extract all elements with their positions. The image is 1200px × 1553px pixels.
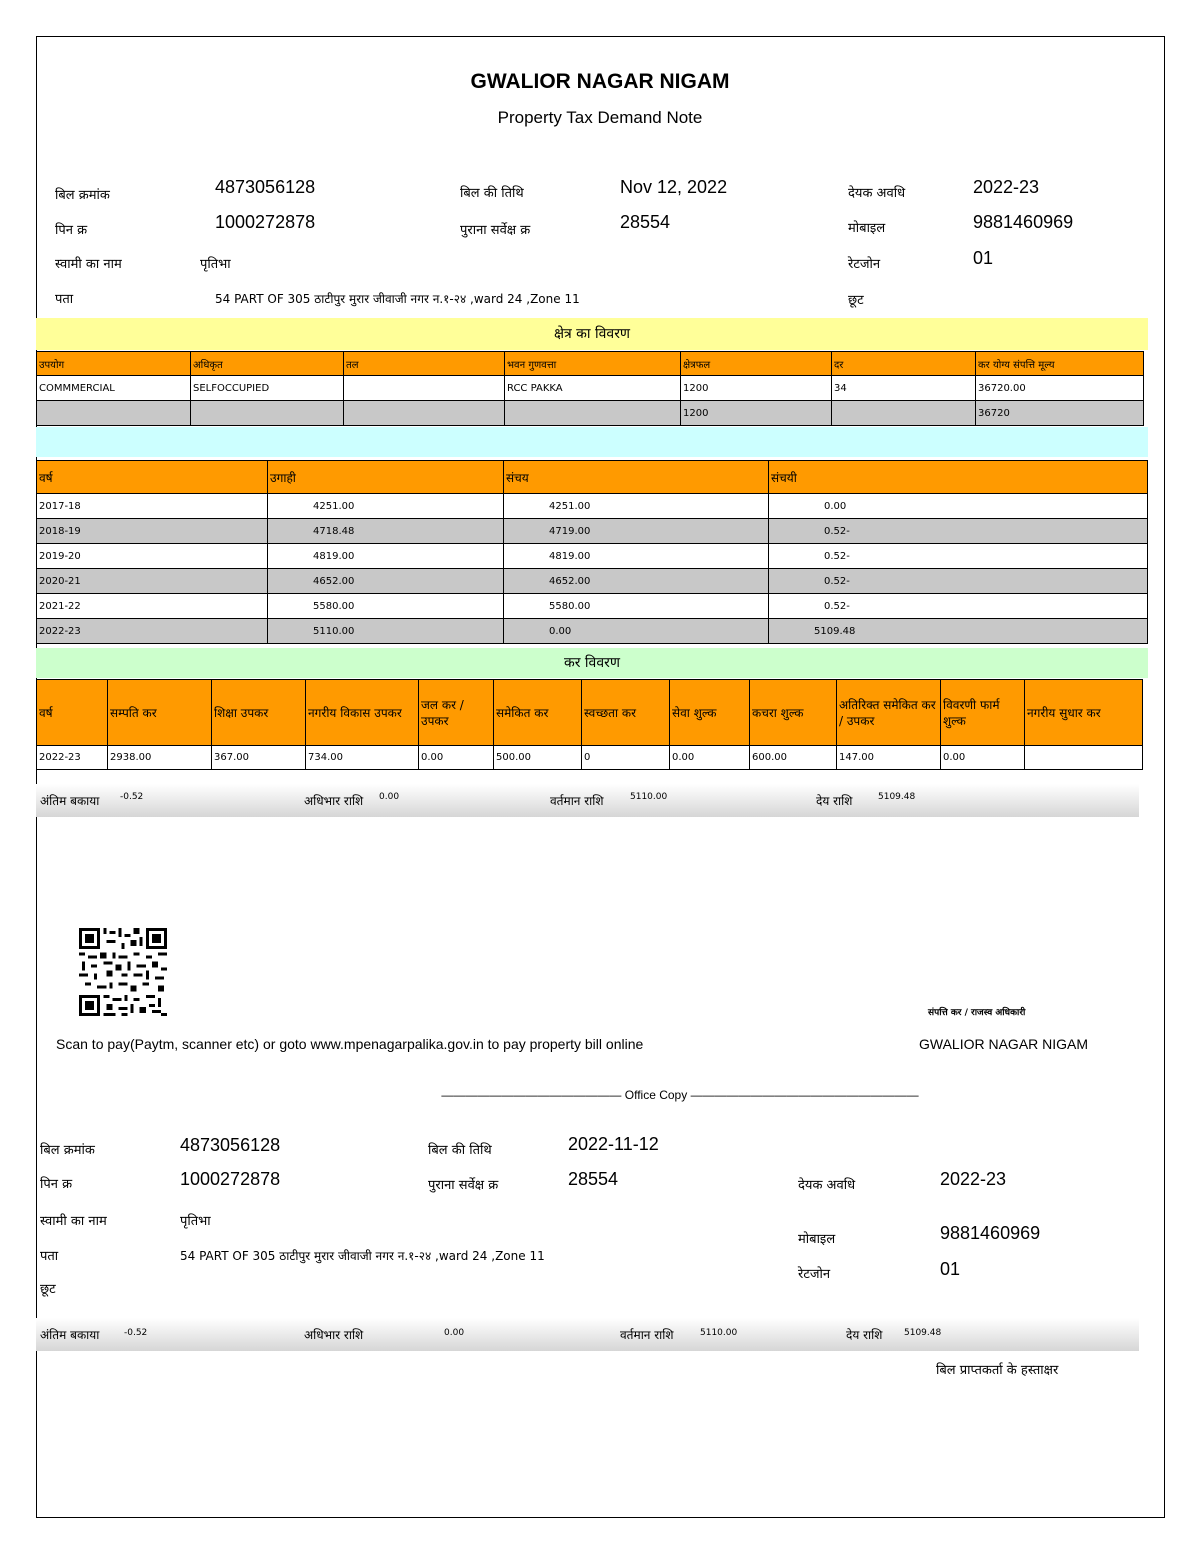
bill-date-value: Nov 12, 2022 xyxy=(620,177,728,197)
period-label: देयक अवधि xyxy=(848,186,906,201)
owner-label: स्वामी का नाम xyxy=(55,257,122,272)
tax-section-title: कर विवरण xyxy=(36,648,1148,678)
mobile-value: 9881460969 xyxy=(973,212,1074,232)
table-row: COMMMERCIAL SELFOCCUPIED RCC PAKKA 1200 34 36720.00 xyxy=(37,376,1144,401)
table-row: 2017-18 4251.00 4251.00 0.00 xyxy=(37,494,1148,519)
ratezone-value: 01 xyxy=(973,248,994,268)
table-row: 2021-22 5580.00 5580.00 0.52- xyxy=(37,594,1148,619)
address-value: 54 PART OF 305 ठाटीपुर मुरार जीवाजी नगर न.१-२४ ,ward 24 ,Zone 11 xyxy=(215,292,580,306)
area-header: उपयोग xyxy=(37,352,191,376)
tax-header: कचरा शुल्क xyxy=(750,680,837,746)
payment-qr-code[interactable] xyxy=(78,928,168,1016)
payable-label: देय राशि xyxy=(816,794,853,808)
tax-header: सेवा शुल्क xyxy=(670,680,750,746)
surcharge-label: अधिभार राशि xyxy=(304,794,364,808)
year-header: वर्ष xyxy=(37,461,268,494)
year-header: संचयी xyxy=(769,461,1148,494)
oc-period-value: 2022-23 xyxy=(940,1169,1007,1189)
signatory-title: संपत्ति कर / राजस्व अधिकारी xyxy=(928,1008,1026,1018)
period-value: 2022-23 xyxy=(973,177,1040,197)
oc-current-label: वर्तमान राशि xyxy=(620,1328,674,1342)
table-row: 2018-19 4718.48 4719.00 0.52- xyxy=(37,519,1148,544)
area-header: अधिकृत xyxy=(191,352,344,376)
table-row: 2022-23 5110.00 0.00 5109.48 xyxy=(37,619,1148,644)
surcharge-value: 0.00 xyxy=(379,792,400,802)
oc-address-value: 54 PART OF 305 ठाटीपुर मुरार जीवाजी नगर न.१-२४ ,ward 24 ,Zone 11 xyxy=(180,1249,545,1263)
cyan-separator-band xyxy=(36,427,1148,457)
oc-pin-value: 1000272878 xyxy=(180,1169,281,1189)
summary-bar xyxy=(36,784,1139,817)
oc-bill-no-label: बिल क्रमांक xyxy=(40,1143,95,1158)
tax-table xyxy=(36,679,1143,770)
tax-header: स्वच्छता कर xyxy=(582,680,670,746)
oc-old-survey-label: पुराना सर्वेक्ष क्र xyxy=(428,1178,499,1193)
oc-old-survey-value: 28554 xyxy=(568,1169,619,1189)
oc-owner-label: स्वामी का नाम xyxy=(40,1214,107,1229)
table-row: 2020-21 4652.00 4652.00 0.52- xyxy=(37,569,1148,594)
current-value: 5110.00 xyxy=(630,792,668,802)
bill-date-label: बिल की तिथि xyxy=(460,186,524,201)
old-survey-label: पुराना सर्वेक्ष क्र xyxy=(460,223,531,238)
office-copy-divider: ——————————————— Office Copy ——————————————————— xyxy=(441,1088,919,1102)
bill-no-value: 4873056128 xyxy=(215,177,316,197)
oc-surcharge-value: 0.00 xyxy=(444,1328,465,1338)
scan-to-pay-text: Scan to pay(Paytm, scanner etc) or goto www.mpenagarpalika.gov.in to pay property bill online xyxy=(56,1036,644,1052)
oc-period-label: देयक अवधि xyxy=(798,1178,856,1193)
old-survey-value: 28554 xyxy=(620,212,671,232)
oc-exemption-label: छूट xyxy=(40,1282,56,1297)
ratezone-label: रेटजोन xyxy=(848,257,881,272)
oc-pin-label: पिन क्र xyxy=(40,1177,73,1192)
area-header: क्षेत्रफल xyxy=(681,352,832,376)
tax-header: विवरणी फार्म शुल्क xyxy=(941,680,1025,746)
owner-value: पृतिभा xyxy=(200,257,231,272)
oc-surcharge-label: अधिभार राशि xyxy=(304,1328,364,1342)
tax-header: अतिरिक्त समेकित कर / उपकर xyxy=(837,680,941,746)
tax-header: समेकित कर xyxy=(494,680,582,746)
address-label: पता xyxy=(55,292,74,307)
table-row: 2019-20 4819.00 4819.00 0.52- xyxy=(37,544,1148,569)
area-header: भवन गुणवत्ता xyxy=(505,352,681,376)
year-table xyxy=(36,460,1148,644)
current-label: वर्तमान राशि xyxy=(550,794,604,808)
exemption-label: छूट xyxy=(848,293,864,308)
area-header: कर योग्य संपत्ति मूल्य xyxy=(976,352,1144,376)
tax-header: शिक्षा उपकर xyxy=(212,680,306,746)
tax-header: जल कर / उपकर xyxy=(419,680,494,746)
year-header: उगाही xyxy=(268,461,504,494)
bill-no-label: बिल क्रमांक xyxy=(55,188,110,203)
tax-header: सम्पति कर xyxy=(108,680,212,746)
receiver-signature-label: बिल प्राप्तकर्ता के हस्ताक्षर xyxy=(936,1363,1059,1378)
tax-header: वर्ष xyxy=(37,680,108,746)
oc-payable-value: 5109.48 xyxy=(904,1328,942,1338)
oc-payable-label: देय राशि xyxy=(846,1328,883,1342)
signatory-org: GWALIOR NAGAR NIGAM xyxy=(919,1036,1089,1052)
table-row: 1200 36720 xyxy=(37,401,1144,426)
oc-bill-date-label: बिल की तिथि xyxy=(428,1143,492,1158)
oc-current-value: 5110.00 xyxy=(700,1328,738,1338)
oc-ratezone-label: रेटजोन xyxy=(798,1267,831,1282)
tax-header: नगरीय विकास उपकर xyxy=(306,680,419,746)
table-row: 2022-23 2938.00 367.00 734.00 0.00 500.00 0 0.00 600.00 147.00 0.00 xyxy=(37,746,1143,770)
org-title: GWALIOR NAGAR NIGAM xyxy=(470,70,730,93)
arrears-value: -0.52 xyxy=(120,792,144,802)
year-header: संचय xyxy=(504,461,769,494)
oc-owner-value: पृतिभा xyxy=(180,1214,211,1229)
oc-summary-bar xyxy=(36,1318,1139,1351)
oc-arrears-value: -0.52 xyxy=(124,1328,148,1338)
oc-mobile-value: 9881460969 xyxy=(940,1223,1041,1243)
pin-value: 1000272878 xyxy=(215,212,316,232)
mobile-label: मोबाइल xyxy=(848,221,886,236)
oc-arrears-label: अंतिम बकाया xyxy=(40,1328,100,1342)
tax-header: नगरीय सुधार कर xyxy=(1025,680,1143,746)
payable-value: 5109.48 xyxy=(878,792,916,802)
area-table xyxy=(36,351,1144,426)
oc-bill-date-value: 2022-11-12 xyxy=(568,1134,659,1154)
oc-ratezone-value: 01 xyxy=(940,1259,961,1279)
area-section-title: क्षेत्र का विवरण xyxy=(36,318,1148,350)
arrears-label: अंतिम बकाया xyxy=(40,794,100,808)
pin-label: पिन क्र xyxy=(55,223,88,238)
area-header: दर xyxy=(832,352,976,376)
document-subtitle: Property Tax Demand Note xyxy=(497,108,703,127)
oc-mobile-label: मोबाइल xyxy=(798,1232,836,1247)
oc-bill-no-value: 4873056128 xyxy=(180,1135,281,1155)
area-header: तल xyxy=(344,352,505,376)
oc-address-label: पता xyxy=(40,1249,59,1264)
